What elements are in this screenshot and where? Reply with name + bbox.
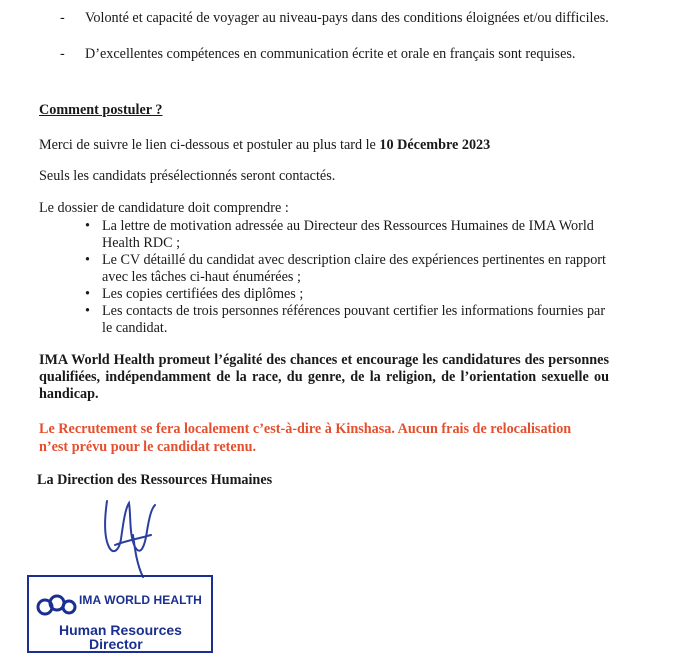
stamp-line-1: Human Resources bbox=[59, 622, 182, 638]
shortlist-note: Seuls les candidats présélectionnés seront contactés. bbox=[39, 168, 336, 184]
requirement-text: Volonté et capacité de voyager au niveau-pays dans des conditions éloignées et/ou difficiles. bbox=[85, 10, 609, 26]
ima-logo-icon bbox=[35, 591, 77, 621]
dash-marker: - bbox=[60, 46, 65, 62]
equal-opportunity-statement: IMA World Health promeut l’égalité des chances et encourage les candidatures des personnes qualifiées, indépendamment de la race, du genre, de la religion, de l’orientation sexuelle ou handicap. bbox=[39, 352, 609, 402]
dossier-item bbox=[85, 286, 610, 303]
handwritten-signature bbox=[85, 495, 175, 580]
apply-heading: Comment postuler ? bbox=[39, 102, 163, 118]
dossier-item bbox=[85, 303, 610, 337]
bullet-marker: • bbox=[85, 303, 90, 319]
hr-director-stamp bbox=[27, 575, 213, 653]
dossier-item-text: Les contacts de trois personnes références pouvant certifier les informations fournies par le candidat. bbox=[102, 303, 606, 336]
stamp-organization: IMA WORLD HEALTH bbox=[79, 593, 202, 607]
signatory-title: La Direction des Ressources Humaines bbox=[37, 472, 273, 488]
relocation-notice: Le Recrutement se fera localement c’est-à-dire à Kinshasa. Aucun frais de relocalisation n’est prévu pour le candidat retenu. bbox=[39, 421, 572, 455]
stamp-line-2: Director bbox=[89, 636, 143, 652]
deadline-date: 10 Décembre 2023 bbox=[379, 137, 491, 153]
dossier-item bbox=[85, 252, 610, 286]
dossier-list bbox=[85, 218, 610, 337]
dossier-item-text: La lettre de motivation adressée au Directeur des Ressources Humaines de IMA World Health RDC ; bbox=[102, 218, 594, 251]
dash-marker: - bbox=[60, 10, 65, 26]
bullet-marker: • bbox=[85, 286, 90, 302]
bullet-marker: • bbox=[85, 252, 90, 268]
requirement-text: D’excellentes compétences en communication écrite et orale en français sont requises. bbox=[85, 46, 576, 62]
apply-intro bbox=[39, 137, 490, 154]
dossier-item-text: Le CV détaillé du candidat avec description claire des expériences pertinentes en rapport avec les tâches ci-haut énumérées ; bbox=[102, 252, 606, 285]
bullet-marker: • bbox=[85, 218, 90, 234]
apply-intro-text: Merci de suivre le lien ci-dessous et postuler au plus tard le bbox=[39, 137, 380, 153]
dossier-item bbox=[85, 218, 610, 252]
dossier-item-text: Les copies certifiées des diplômes ; bbox=[102, 286, 304, 302]
dossier-intro: Le dossier de candidature doit comprendre : bbox=[39, 200, 289, 216]
